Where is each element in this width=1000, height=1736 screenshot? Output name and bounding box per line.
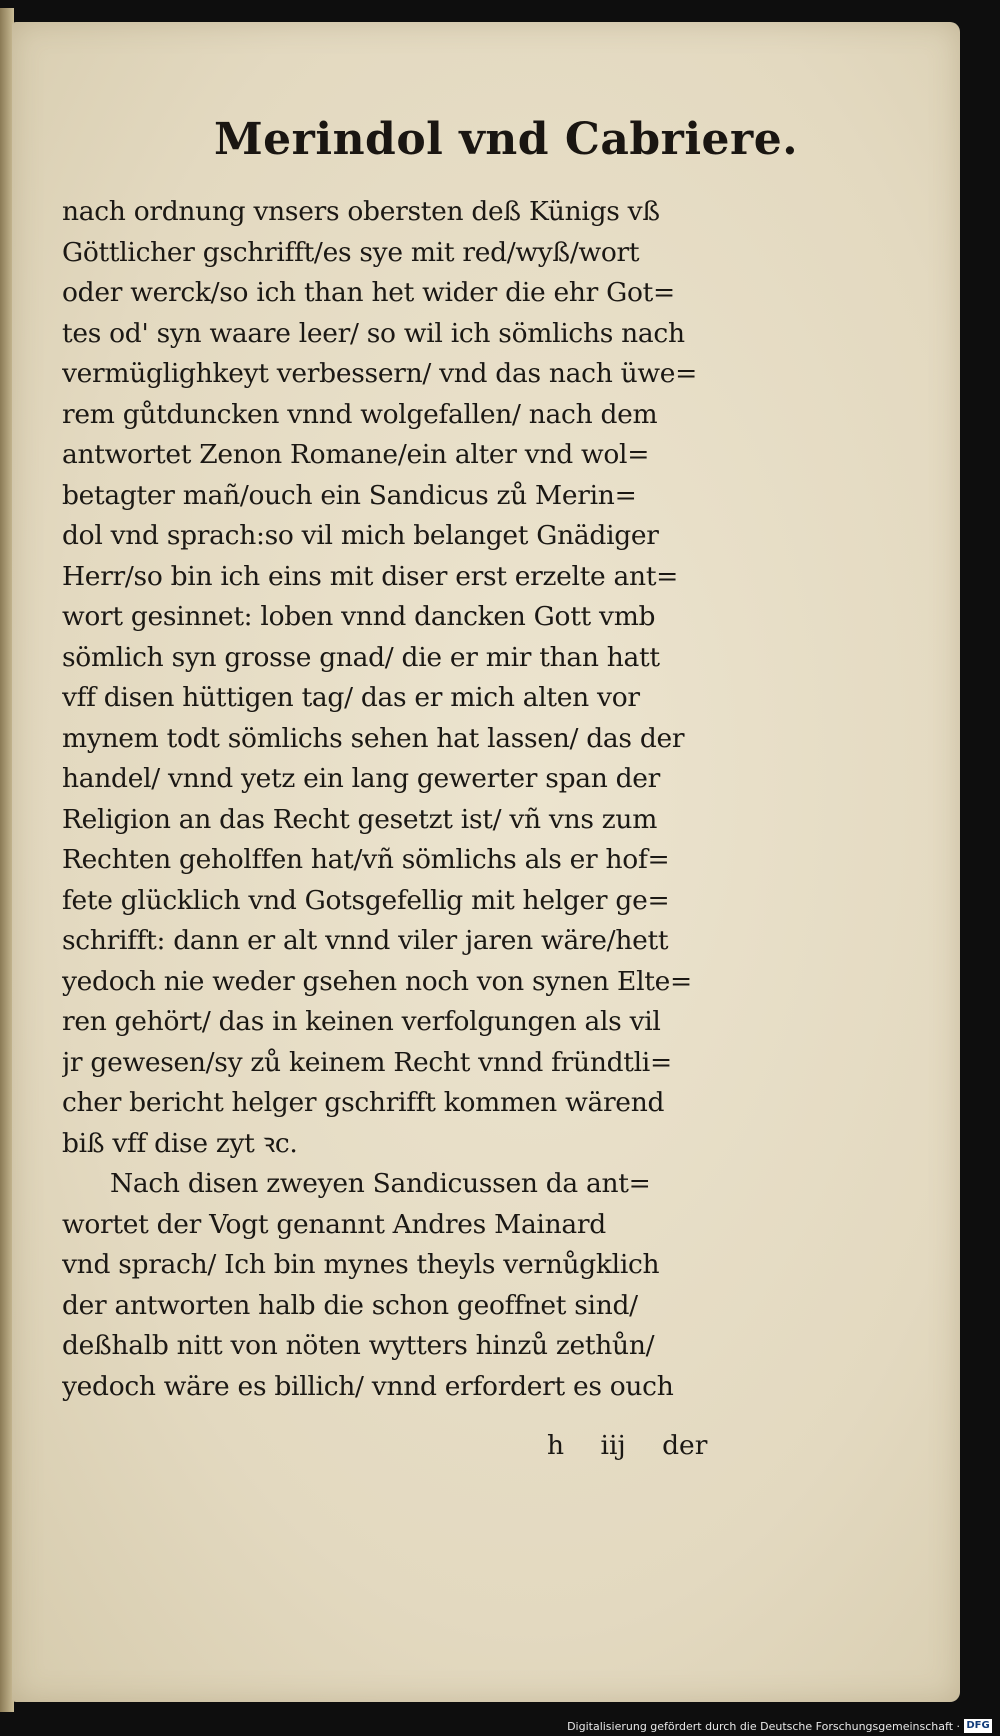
signature-catchword: h iij der	[547, 1430, 708, 1461]
text-line: sömlich syn grosse gnad/ die er mir than hatt	[62, 641, 660, 673]
text-line: oder werck/so ich than het wider die ehr Got=	[62, 277, 675, 308]
text-line: tes od' syn waare leer/ so wil ich sömlichs nach	[62, 317, 685, 349]
text-line: biß vff dise zyt ꝛc.	[62, 1127, 298, 1159]
text-block	[62, 192, 802, 1407]
text-line: Religion an das Recht gesetzt ist/ vñ vns zum	[62, 803, 658, 835]
text-line: vnd sprach/ Ich bin mynes theyls vernůgklich	[62, 1249, 660, 1280]
running-head: Merindol vnd Cabriere.	[213, 114, 799, 165]
dfg-logo: DFG	[964, 1719, 992, 1733]
text-line: vff disen hüttigen tag/ das er mich alten vor	[62, 682, 640, 713]
text-line: handel/ vnnd yetz ein lang gewerter span der	[62, 763, 661, 794]
text-line: der antworten halb die schon geoffnet sind/	[62, 1289, 638, 1321]
book-page	[12, 22, 960, 1702]
text-line: Herr/so bin ich eins mit diser erst erzelte ant=	[62, 560, 679, 592]
text-line: betagter mañ/ouch ein Sandicus zů Merin=	[62, 479, 637, 511]
text-line: fete glücklich vnd Gotsgefellig mit helger ge=	[62, 884, 670, 916]
text-line: yedoch wäre es billich/ vnnd erfordert es ouch	[62, 1370, 674, 1402]
text-line: dol vnd sprach:so vil mich belanget Gnädiger	[62, 520, 659, 551]
text-line: antwortet Zenon Romane/ein alter vnd wol=	[62, 439, 650, 470]
text-line: rem gůtduncken vnnd wolgefallen/ nach dem	[62, 398, 658, 430]
footer-bar	[0, 1712, 1000, 1736]
text-line: vermüglighkeyt verbessern/ vnd das nach üwe=	[62, 358, 698, 389]
text-line: ren gehört/ das in keinen verfolgungen als vil	[62, 1006, 661, 1037]
funding-credit: Digitalisierung gefördert durch die Deutsche Forschungsgemeinschaft ·	[567, 1720, 960, 1733]
text-line: Rechten geholffen hat/vñ sömlichs als er hof=	[62, 844, 670, 875]
text-line: yedoch nie weder gsehen noch von synen Elte=	[62, 965, 692, 997]
text-line: wortet der Vogt genannt Andres Mainard	[62, 1208, 606, 1240]
text-line: wort gesinnet: loben vnnd dancken Gott vmb	[62, 601, 656, 632]
text-line: nach ordnung vnsers obersten deß Künigs vß	[62, 196, 660, 227]
text-line: Göttlicher gschrifft/es sye mit red/wyß/wort	[62, 236, 640, 268]
text-line: jr gewesen/sy zů keinem Recht vnnd fründtli=	[62, 1046, 672, 1078]
text-line: schrifft: dann er alt vnnd viler jaren wäre/hett	[62, 925, 669, 956]
text-line: deßhalb nitt von nöten wytters hinzů zethůn/	[62, 1330, 655, 1361]
text-line: cher bericht helger gschrifft kommen wärend	[62, 1087, 665, 1118]
text-line: mynem todt sömlichs sehen hat lassen/ das der	[62, 722, 685, 754]
text-line: Nach disen zweyen Sandicussen da ant=	[110, 1168, 651, 1199]
